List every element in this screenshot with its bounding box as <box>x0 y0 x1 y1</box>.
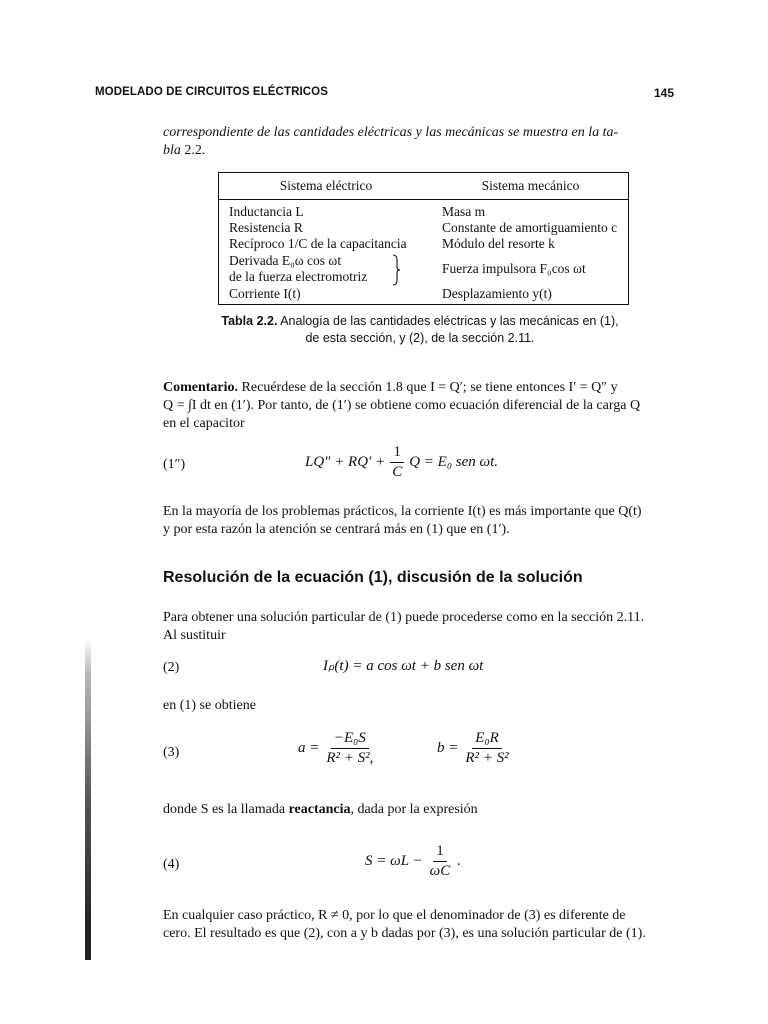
equation-3-a <box>298 730 380 766</box>
comment-line-1: Recuérdese de la sección 1.8 que I = Q′; se tiene entonces I′ = Q″ y <box>238 380 618 395</box>
fraction-denominator: ωC <box>429 862 451 879</box>
fraction-numerator: 1 <box>390 444 404 463</box>
equation-3-b <box>437 730 516 766</box>
caption-line-2: de esta sección, y (2), de la sección 2.11. <box>305 331 535 345</box>
final-paragraph <box>163 907 673 943</box>
analogy-table <box>218 172 629 305</box>
reactance-sentence <box>163 801 478 819</box>
table-cell-mechanical: Fuerza impulsora F₀cos ωt <box>442 261 586 276</box>
practical-line-1: En la mayoría de los problemas prácticos, la corriente I(t) es más importante que Q(t) <box>163 504 642 519</box>
comment-line-3: en el capacitor <box>163 416 245 431</box>
equation-3-a-fraction <box>323 730 376 766</box>
equation-4-label: (4) <box>163 857 180 872</box>
equation-1pp <box>305 444 498 480</box>
table-cell-mechanical: Constante de amortiguamiento c <box>442 220 618 235</box>
table-header-row <box>219 173 628 200</box>
final-line-1: En cualquier caso práctico, R ≠ 0, por lo que el denominador de (3) es diferente de <box>163 908 626 923</box>
equation-1pp-fraction <box>389 444 405 480</box>
running-title: MODELADO DE CIRCUITOS ELÉCTRICOS <box>95 86 328 98</box>
intro-line-2-italic: bla <box>163 143 181 158</box>
table-cell-electrical: Corriente I(t) <box>229 286 301 301</box>
equation-4 <box>365 843 461 879</box>
fraction-denominator: R² + S², <box>326 749 374 766</box>
equation-3-a-lhs: a = <box>298 739 320 756</box>
fraction-denominator: R² + S² <box>465 749 509 766</box>
table-cell-electrical: Resistencia R <box>229 220 303 235</box>
fraction-numerator: −E₀S <box>331 730 369 749</box>
fraction-numerator: E₀R <box>472 730 502 749</box>
table-cell-mechanical: Módulo del resorte k <box>442 236 555 251</box>
equation-2-label: (2) <box>163 660 180 675</box>
after-equation-2: en (1) se obtiene <box>163 698 256 713</box>
equation-1pp-label: (1″) <box>163 457 186 472</box>
equation-4-fraction <box>427 843 454 879</box>
table-cell-electrical: Derivada E₀ω cos ωt <box>229 253 342 268</box>
brace-icon <box>391 254 401 286</box>
table-cell-electrical-cont: de la fuerza electromotriz <box>229 269 368 284</box>
intro-line-1: correspondiente de las cantidades eléctricas y las mecánicas se muestra en la ta- <box>163 125 619 140</box>
comment-label: Comentario. <box>163 380 239 395</box>
fraction-numerator: 1 <box>433 843 447 862</box>
section-line-1: Para obtener una solución particular de (1) puede procederse como en la sección 2.11. <box>163 610 645 625</box>
comment-line-2: Q = ∫I dt en (1′). Por tanto, de (1′) se obtiene como ecuación diferencial de la carga Q <box>163 398 641 413</box>
practical-paragraph <box>163 503 673 539</box>
caption-line-1: Analogía de las cantidades eléctricas y las mecánicas en (1), <box>277 314 619 328</box>
intro-paragraph <box>163 124 673 160</box>
section-paragraph <box>163 609 673 645</box>
reactance-term: reactancia <box>288 802 351 817</box>
table-cell-mechanical: Desplazamiento y(t) <box>442 286 552 301</box>
section-line-2: Al sustituir <box>163 628 226 643</box>
caption-label: Tabla 2.2. <box>221 314 278 328</box>
equation-1pp-right: Q = E₀ sen ωt. <box>409 453 499 470</box>
reactance-post: , dada por la expresión <box>350 802 478 817</box>
equation-2: Iₚ(t) = a cos ωt + b sen ωt <box>323 658 484 674</box>
table-row <box>219 236 628 252</box>
fraction-denominator: C <box>392 463 403 480</box>
binding-edge-shadow <box>85 640 91 960</box>
equation-3-b-lhs: b = <box>437 739 459 756</box>
table-row <box>219 220 628 236</box>
table-header-mechanical: Sistema mecánico <box>481 178 580 193</box>
equation-4-tail: . <box>457 852 462 869</box>
table-cell-mechanical: Masa m <box>442 204 486 219</box>
final-line-2: cero. El resultado es que (2), con a y b dadas por (3), es una solución particular de (1). <box>163 926 646 941</box>
equation-1pp-left: LQ″ + RQ′ + <box>305 453 386 470</box>
reactance-pre: donde S es la llamada <box>163 802 289 817</box>
intro-line-2-rest: 2.2. <box>180 143 206 158</box>
equation-3-label: (3) <box>163 745 180 760</box>
comment-paragraph <box>163 379 673 433</box>
equation-4-lhs: S = ωL − <box>365 852 423 869</box>
table-row <box>219 286 628 302</box>
table-cell-electrical: Recíproco 1/C de la capacitancia <box>229 236 407 251</box>
table-cell-electrical: Inductancia L <box>229 204 304 219</box>
practical-line-2: y por esta razón la atención se centrará más en (1) que en (1′). <box>163 522 510 537</box>
section-heading: Resolución de la ecuación (1), discusión de la solución <box>163 569 583 586</box>
table-caption <box>180 313 660 347</box>
equation-3-b-fraction <box>462 730 511 766</box>
table-row <box>219 204 628 220</box>
page-number: 145 <box>654 86 675 100</box>
table-header-electrical: Sistema eléctrico <box>279 178 373 193</box>
table-row <box>219 252 628 286</box>
